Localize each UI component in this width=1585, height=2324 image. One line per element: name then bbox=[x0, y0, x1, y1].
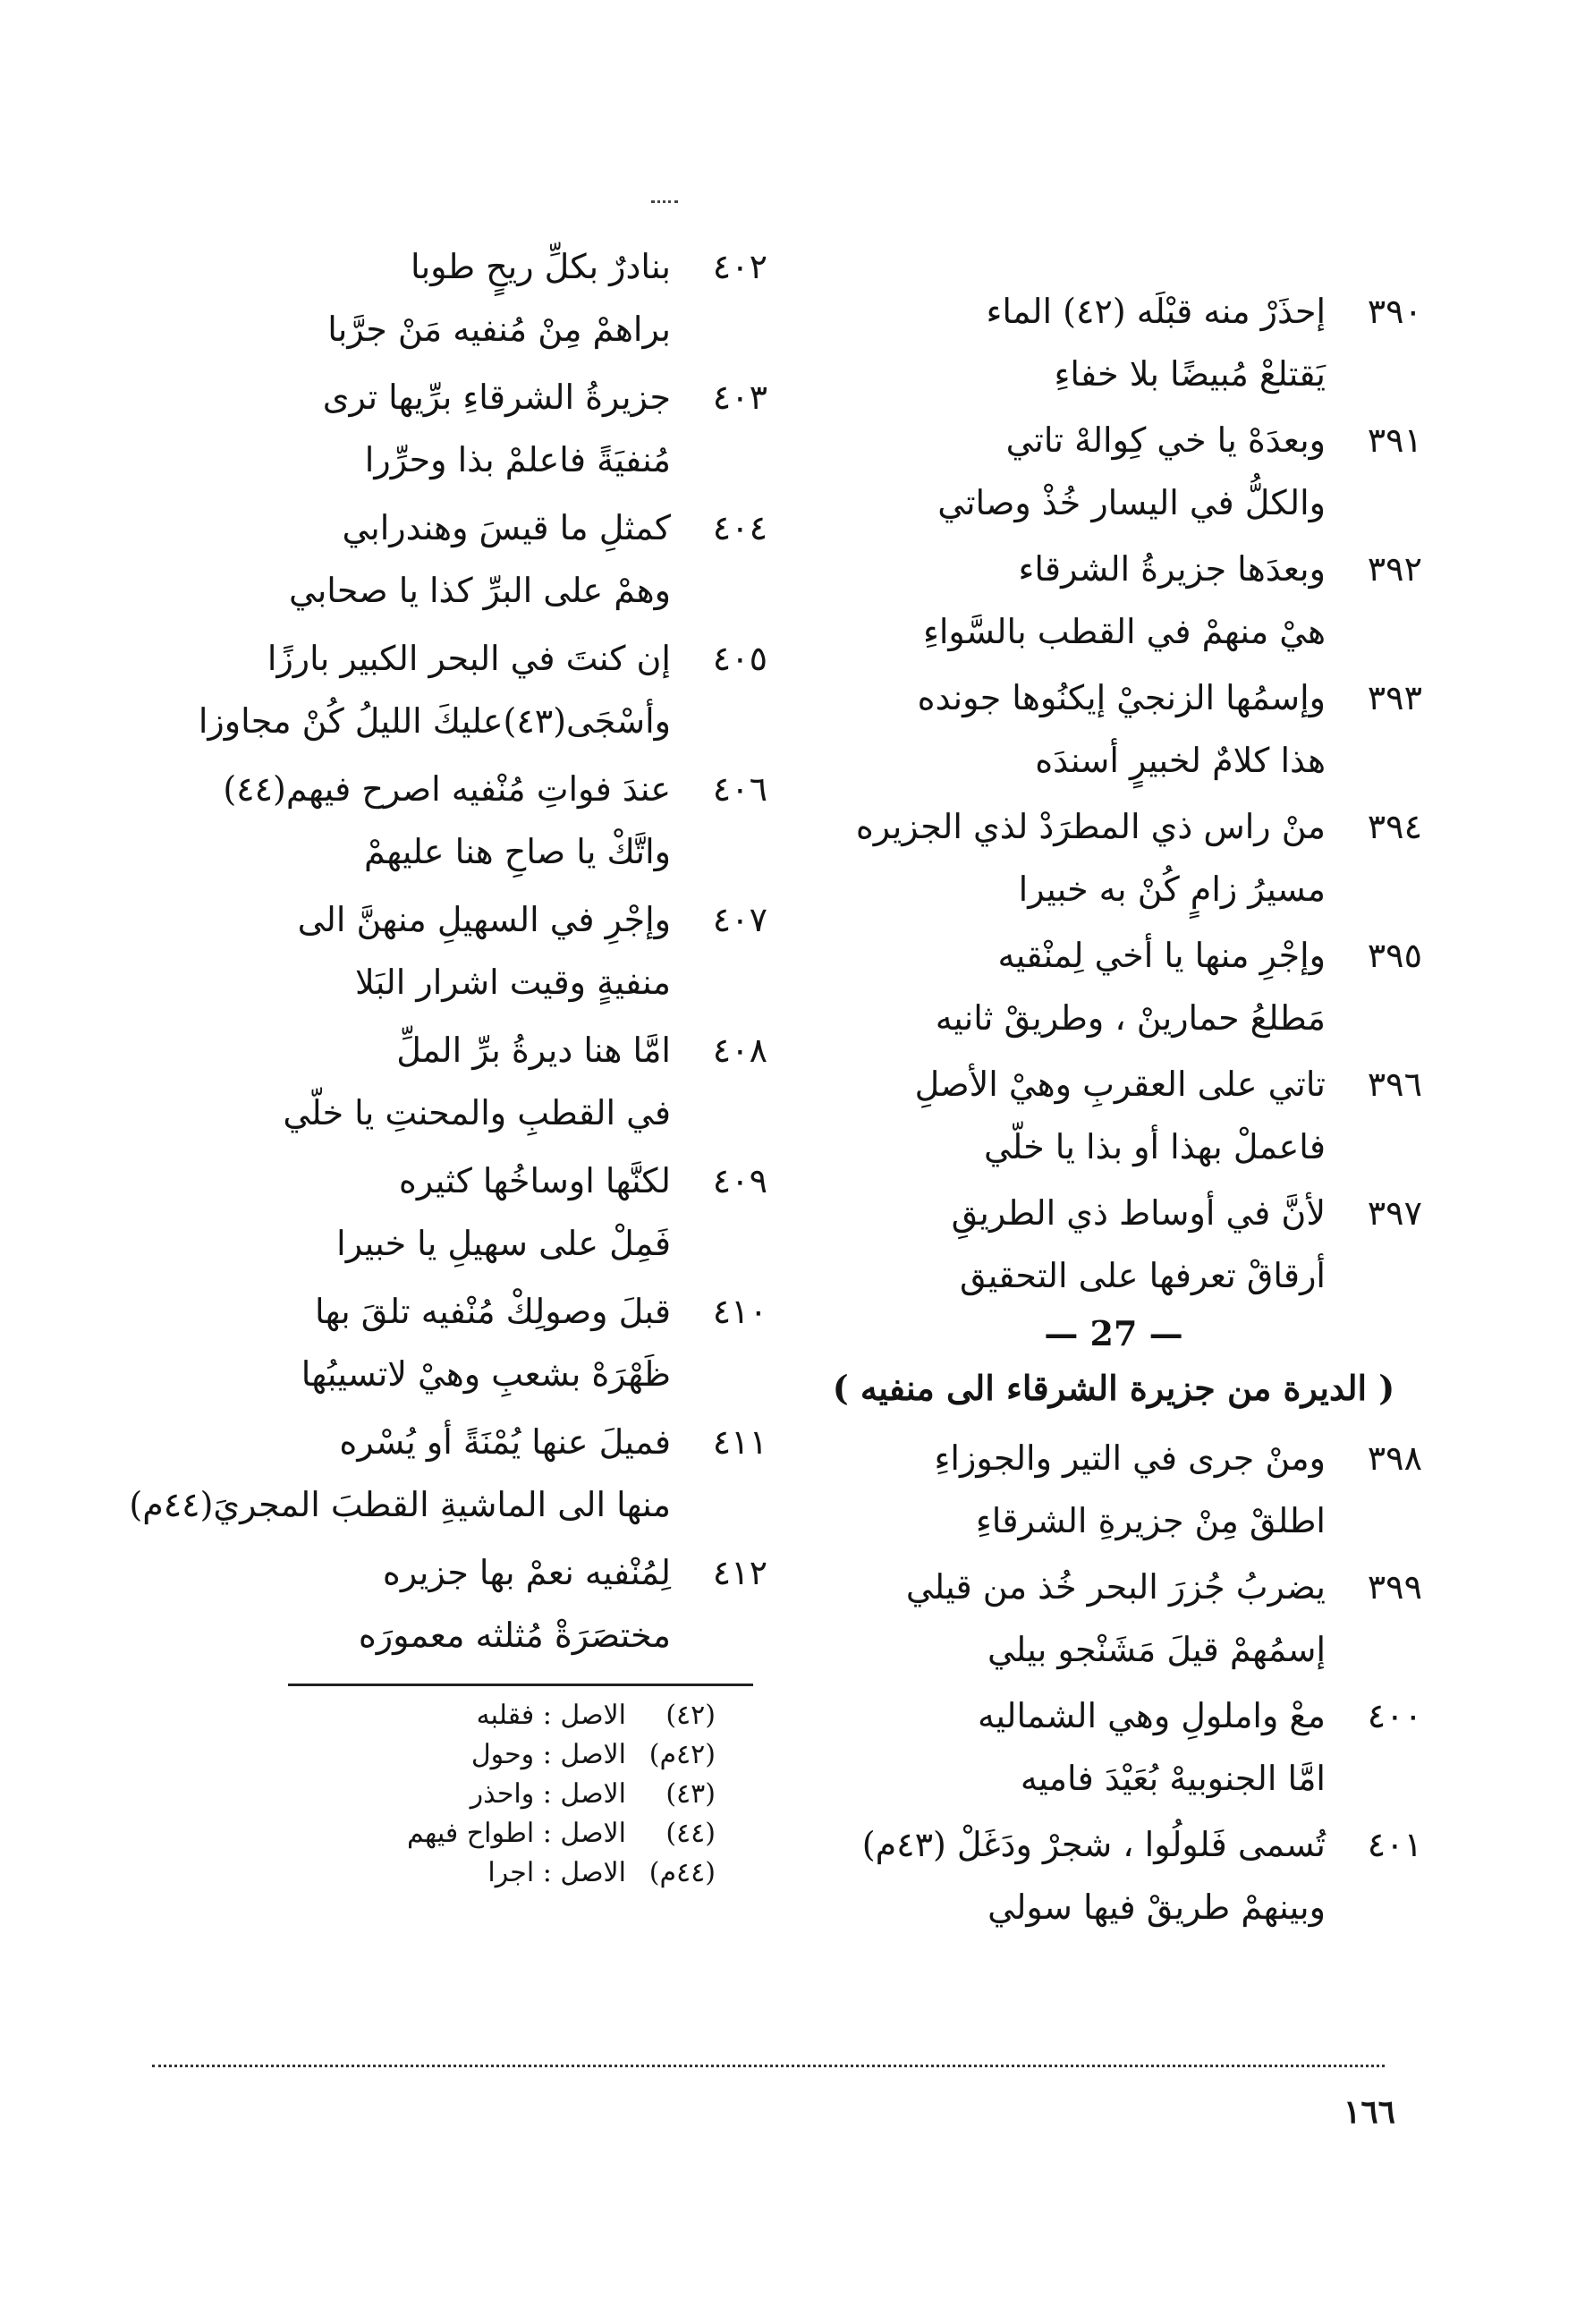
footnote-text: الاصل : واحذر bbox=[470, 1778, 626, 1810]
verse-number: ٣٩٦ bbox=[1367, 1064, 1422, 1104]
verse-hemistich-1: كمثلِ ما قيسَ وهندرابي bbox=[342, 508, 671, 547]
verse-hemistich-2: في القطبِ والمحنتِ يا خلّي bbox=[283, 1093, 671, 1132]
verse-number: ٤٠٤ bbox=[712, 508, 767, 547]
verse-hemistich-2: والكلُّ في اليسار خُذْ وصاتي bbox=[937, 483, 1326, 522]
verse-number: ٣٩٤ bbox=[1367, 807, 1422, 846]
verse-number: ٤٠٢ bbox=[712, 247, 767, 286]
verse-402 bbox=[150, 240, 767, 365]
verse-hemistich-2: مختصَرَةْ مُثلثه معمورَه bbox=[358, 1616, 671, 1655]
verse-number: ٣٩١ bbox=[1367, 420, 1422, 460]
verse-405 bbox=[150, 632, 767, 757]
verse-400 bbox=[805, 1689, 1422, 1814]
verse-hemistich-1: إحذَرْ منه قبْلَه (٤٢) الماء bbox=[986, 292, 1326, 331]
verse-hemistich-2: واتَّكْ يا صاحِ هنا عليهمْ bbox=[364, 832, 671, 871]
verse-395 bbox=[805, 929, 1422, 1054]
verse-394 bbox=[805, 800, 1422, 925]
verse-hemistich-2: مُنفيَةً فاعلمْ بذا وحرِّرا bbox=[364, 440, 671, 479]
verse-hemistich-2: اطلقْ مِنْ جزيرةِ الشرقاءِ bbox=[975, 1501, 1326, 1540]
verse-number: ٤٠٨ bbox=[712, 1031, 767, 1070]
verse-hemistich-2: وبينهمْ طريقْ فيها سولي bbox=[987, 1887, 1326, 1927]
verse-hemistich-2: مسيرُ زامٍ كُنْ به خبيرا bbox=[1018, 869, 1326, 909]
verse-number: ٤٠٧ bbox=[712, 900, 767, 939]
verse-hemistich-2: منها الى الماشيةِ القطبَ المجريَ(٤٤م) bbox=[129, 1485, 671, 1524]
verse-number: ٣٩٨ bbox=[1367, 1438, 1422, 1478]
verse-hemistich-1: عندَ فواتِ مُنْفيه اصرح فيهم(٤٤) bbox=[223, 769, 671, 809]
verse-number: ٣٩٣ bbox=[1367, 678, 1422, 717]
footnote bbox=[304, 1696, 716, 1735]
bottom-dotted-rule bbox=[152, 2065, 1385, 2067]
verse-390 bbox=[805, 284, 1422, 410]
verse-hemistich-2: أرقاقْ تعرفها على التحقيق bbox=[960, 1256, 1326, 1295]
verse-404 bbox=[150, 501, 767, 626]
verse-399 bbox=[805, 1560, 1422, 1685]
verse-number: ٤٠٥ bbox=[712, 639, 767, 678]
verse-396 bbox=[805, 1057, 1422, 1183]
verse-hemistich-1: جزيرةُ الشرقاءِ برِّيها ترى bbox=[322, 377, 671, 417]
verse-398 bbox=[805, 1431, 1422, 1556]
verse-hemistich-1: وإسمُها الزنجيْ إيكنُوها جونده bbox=[917, 678, 1326, 717]
verse-number: ٣٩٩ bbox=[1367, 1567, 1422, 1607]
verse-hemistich-1: امَّا هنا ديرةُ برِّ الملِّ bbox=[396, 1031, 671, 1070]
verse-number: ٤٠٣ bbox=[712, 377, 767, 417]
verse-407 bbox=[150, 893, 767, 1018]
page-number: — 27 — bbox=[1044, 1313, 1183, 1353]
footnote-text: الاصل : اجرا bbox=[487, 1857, 626, 1888]
verse-hemistich-1: وبعدَهْ يا خي كِوالهْ تاتي bbox=[1005, 420, 1326, 460]
footnote-text: الاصل : وحول bbox=[470, 1739, 626, 1770]
verse-number: ٤١٠ bbox=[712, 1292, 767, 1331]
verse-hemistich-1: لأنَّ في أوساط ذي الطريقِ bbox=[951, 1193, 1326, 1233]
verse-hemistich-2: مَطلعُ حمارينْ ، وطريقْ ثانيه bbox=[935, 998, 1326, 1038]
verse-393 bbox=[805, 671, 1422, 796]
verse-401 bbox=[805, 1818, 1422, 1943]
footnote-rule bbox=[288, 1684, 753, 1686]
footnote bbox=[304, 1775, 716, 1814]
verse-392 bbox=[805, 542, 1422, 667]
top-dots bbox=[651, 200, 678, 207]
verse-number: ٤١١ bbox=[712, 1422, 767, 1462]
footnote bbox=[304, 1853, 716, 1893]
footnote-mark: (٤٤م) bbox=[648, 1857, 716, 1888]
verse-hemistich-2: وأسْجَى(٤٣)عليكَ الليلُ كُنْ مجاوزا bbox=[198, 701, 671, 741]
verse-391 bbox=[805, 413, 1422, 539]
verse-hemistich-1: معْ واملولِ وهي الشماليه bbox=[978, 1696, 1326, 1735]
verse-hemistich-2: ظَهْرَهْ بشعبِ وهيْ لاتسيبُها bbox=[301, 1354, 671, 1394]
footnote-mark: (٤٢م) bbox=[648, 1739, 716, 1770]
verse-hemistich-2: امَّا الجنوبيهْ بُعَيْدَ فاميه bbox=[1020, 1759, 1326, 1798]
verse-hemistich-2: إسمُهمْ قيلَ مَشَنْجو بيلي bbox=[987, 1630, 1326, 1669]
verse-hemistich-1: تاتي على العقربِ وهيْ الأصلِ bbox=[914, 1064, 1326, 1104]
verse-hemistich-1: يضربُ جُزرَ البحر خُذ من قيلي bbox=[905, 1567, 1326, 1607]
verse-hemistich-1: وإجْرِ منها يا أخي لِمنْقيه bbox=[997, 936, 1326, 975]
verse-number: ٤٠٠ bbox=[1367, 1696, 1422, 1735]
verse-number: ٣٩٥ bbox=[1367, 936, 1422, 975]
verse-hemistich-2: فَمِلْ على سهيلِ يا خبيرا bbox=[336, 1224, 671, 1263]
footnote-mark: (٤٢) bbox=[665, 1700, 716, 1731]
verse-number: ٤٠١ bbox=[1367, 1825, 1422, 1864]
verse-409 bbox=[150, 1154, 767, 1279]
footnote-mark: (٤٣) bbox=[665, 1778, 716, 1810]
verse-number: ٤١٢ bbox=[712, 1553, 767, 1592]
verse-number: ٣٩٧ bbox=[1367, 1193, 1422, 1233]
verse-hemistich-2: براهمْ مِنْ مُنفيه مَنْ جرَّبا bbox=[327, 310, 671, 349]
verse-hemistich-1: إن كنتَ في البحر الكبير بارزًا bbox=[267, 639, 671, 678]
verse-hemistich-1: لكنَّها اوساخُها كثيره bbox=[398, 1161, 671, 1200]
verse-hemistich-1: ومنْ جرى في التير والجوزاءِ bbox=[934, 1438, 1326, 1478]
verse-hemistich-2: فاعملْ بهذا أو بذا يا خلّي bbox=[983, 1127, 1326, 1166]
verse-408 bbox=[150, 1023, 767, 1149]
folio-number: ١٦٦ bbox=[1343, 2093, 1395, 2131]
footnotes bbox=[304, 1696, 716, 1893]
verse-410 bbox=[150, 1285, 767, 1410]
verse-hemistich-2: هيْ منهمْ في القطب بالسَّواءِ bbox=[922, 612, 1326, 651]
verse-hemistich-1: فميلَ عنها يُمْنَةً أو يُسْره bbox=[339, 1422, 671, 1462]
verse-406 bbox=[150, 762, 767, 887]
verse-411 bbox=[129, 1415, 767, 1540]
verse-hemistich-1: منْ راس ذي المطرَدْ لذي الجزيره bbox=[855, 807, 1326, 846]
verse-hemistich-1: بنادرٌ بكلِّ ريحٍ طوبا bbox=[411, 247, 671, 286]
verse-hemistich-2: وهمْ على البرِّ كذا يا صحابي bbox=[289, 571, 671, 610]
verse-number: ٣٩٠ bbox=[1367, 292, 1422, 331]
verse-403 bbox=[150, 370, 767, 496]
verse-hemistich-1: تُسمى فَلولُوا ، شجرْ ودَغَلْ (٤٣م) bbox=[861, 1825, 1326, 1864]
footnote-mark: (٤٤) bbox=[665, 1818, 716, 1849]
verse-number: ٤٠٩ bbox=[712, 1161, 767, 1200]
verse-397 bbox=[805, 1186, 1422, 1311]
verse-hemistich-2: هذا كلامٌ لخبيرٍ أسندَه bbox=[1035, 741, 1326, 780]
verse-hemistich-1: وبعدَها جزيرةُ الشرقاء bbox=[1018, 549, 1326, 589]
verse-number: ٤٠٦ bbox=[712, 769, 767, 809]
verse-hemistich-1: لِمُنْفيه نعمْ بها جزيره bbox=[382, 1553, 671, 1592]
footnote-text: الاصل : فقلبه bbox=[476, 1700, 626, 1731]
verse-number: ٣٩٢ bbox=[1367, 549, 1422, 589]
verse-hemistich-2: منفيةٍ وقيت اشرار البَلا bbox=[355, 963, 671, 1002]
verse-hemistich-2: يَقتلعْ مُبيضًا بلا خفاءِ bbox=[1054, 354, 1326, 394]
section-heading: ( الديرة من جزيرة الشرقاء الى منفيه ) bbox=[832, 1368, 1395, 1408]
verse-412 bbox=[150, 1546, 767, 1671]
verse-hemistich-1: وإجْرِ في السهيلِ منهنَّ الى bbox=[297, 900, 671, 939]
footnote bbox=[304, 1814, 716, 1853]
footnote-text: الاصل : اطواح فيهم bbox=[407, 1818, 626, 1849]
footnote bbox=[304, 1735, 716, 1775]
verse-hemistich-1: قبلَ وصولِكْ مُنْفيه تلقَ بها bbox=[315, 1292, 671, 1331]
